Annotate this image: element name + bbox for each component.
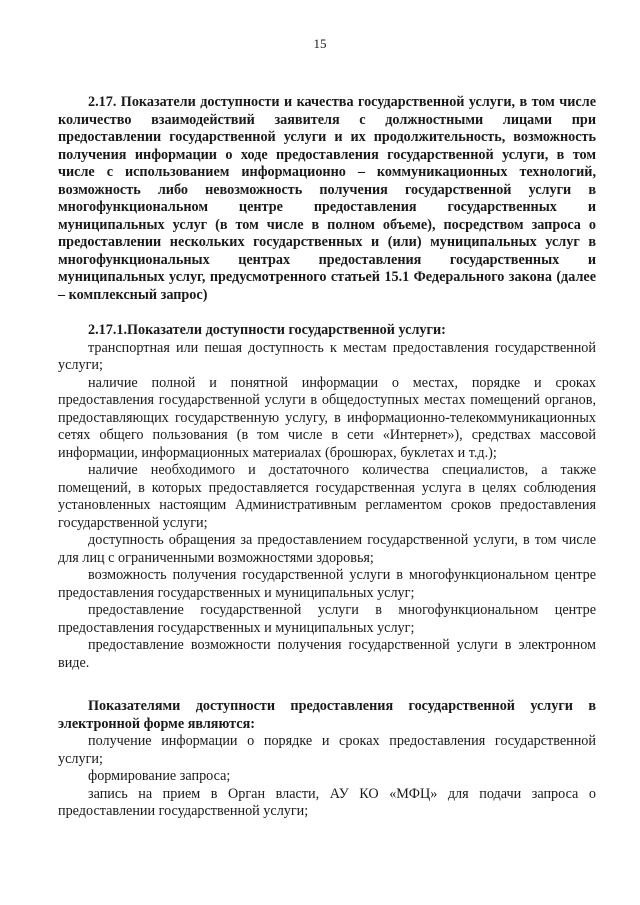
- section-2-17-1: [58, 322, 596, 672]
- section-2-17-1-heading: 2.17.1.Показатели доступности государственной услуги:: [88, 322, 446, 338]
- section-2-17-paragraph: 2.17. Показатели доступности и качества государственной услуги, в том числе количество взаимодействий заявителя с должностными лицами при предоставлении государственной услуги и их продолжительность, возможность получения информации о ходе предоставления государственной услуги, в том числе с использованием информационно – коммуникационных технологий, возможность либо невозможность получения государственной услуги в многофункциональном центре предоставления государственных и муниципальных услуг (в том числе в полном объеме), посредством запроса о предоставлении нескольких государственных и (или) муниципальных услуг в многофункциональных центрах предоставления государственных и муниципальных услуг, предусмотренного статьей 15.1 Федерального закона (далее – комплексный запрос): [58, 94, 596, 303]
- section-electronic: [58, 698, 596, 821]
- list-item: транспортная или пешая доступность к местам предоставления государственной услуги;: [58, 339, 596, 373]
- list-item: формирование запроса;: [88, 768, 231, 784]
- page-number: 15: [313, 36, 327, 51]
- list-item: наличие необходимого и достаточного количества специалистов, а также помещений, в которых предоставляется государственная услуга в целях соблюдения установленных настоящим Административным регламентом сроков предоставления государственной услуги;: [58, 462, 596, 531]
- list-item: предоставление возможности получения государственной услуги в электронном виде.: [58, 637, 596, 671]
- list-item: получение информации о порядке и сроках предоставления государственной услуги;: [58, 733, 596, 767]
- list-item: наличие полной и понятной информации о местах, порядке и сроках предоставления государственной услуги в общедоступных местах помещений органов, предоставляющих государственную услугу, в информационно-телекоммуникационных сетях общего пользования (в том числе в сети «Интернет»), средствах массовой информации, информационных материалах (брошюрах, буклетах и т.д.);: [58, 374, 596, 461]
- list-item: доступность обращения за предоставлением государственной услуги, в том числе для лиц с ограниченными возможностями здоровья;: [58, 532, 596, 566]
- list-item: запись на прием в Орган власти, АУ КО «МФЦ» для подачи запроса о предоставлении государственной услуги;: [58, 785, 596, 819]
- list-item: предоставление государственной услуги в многофункциональном центре предоставления государственных и муниципальных услуг;: [58, 602, 596, 636]
- section-2-17: [58, 94, 596, 304]
- list-item: возможность получения государственной услуги в многофункциональном центре предоставления государственных и муниципальных услуг;: [58, 567, 596, 601]
- section-electronic-heading: Показателями доступности предоставления государственной услуги в электронной форме являются:: [58, 698, 596, 732]
